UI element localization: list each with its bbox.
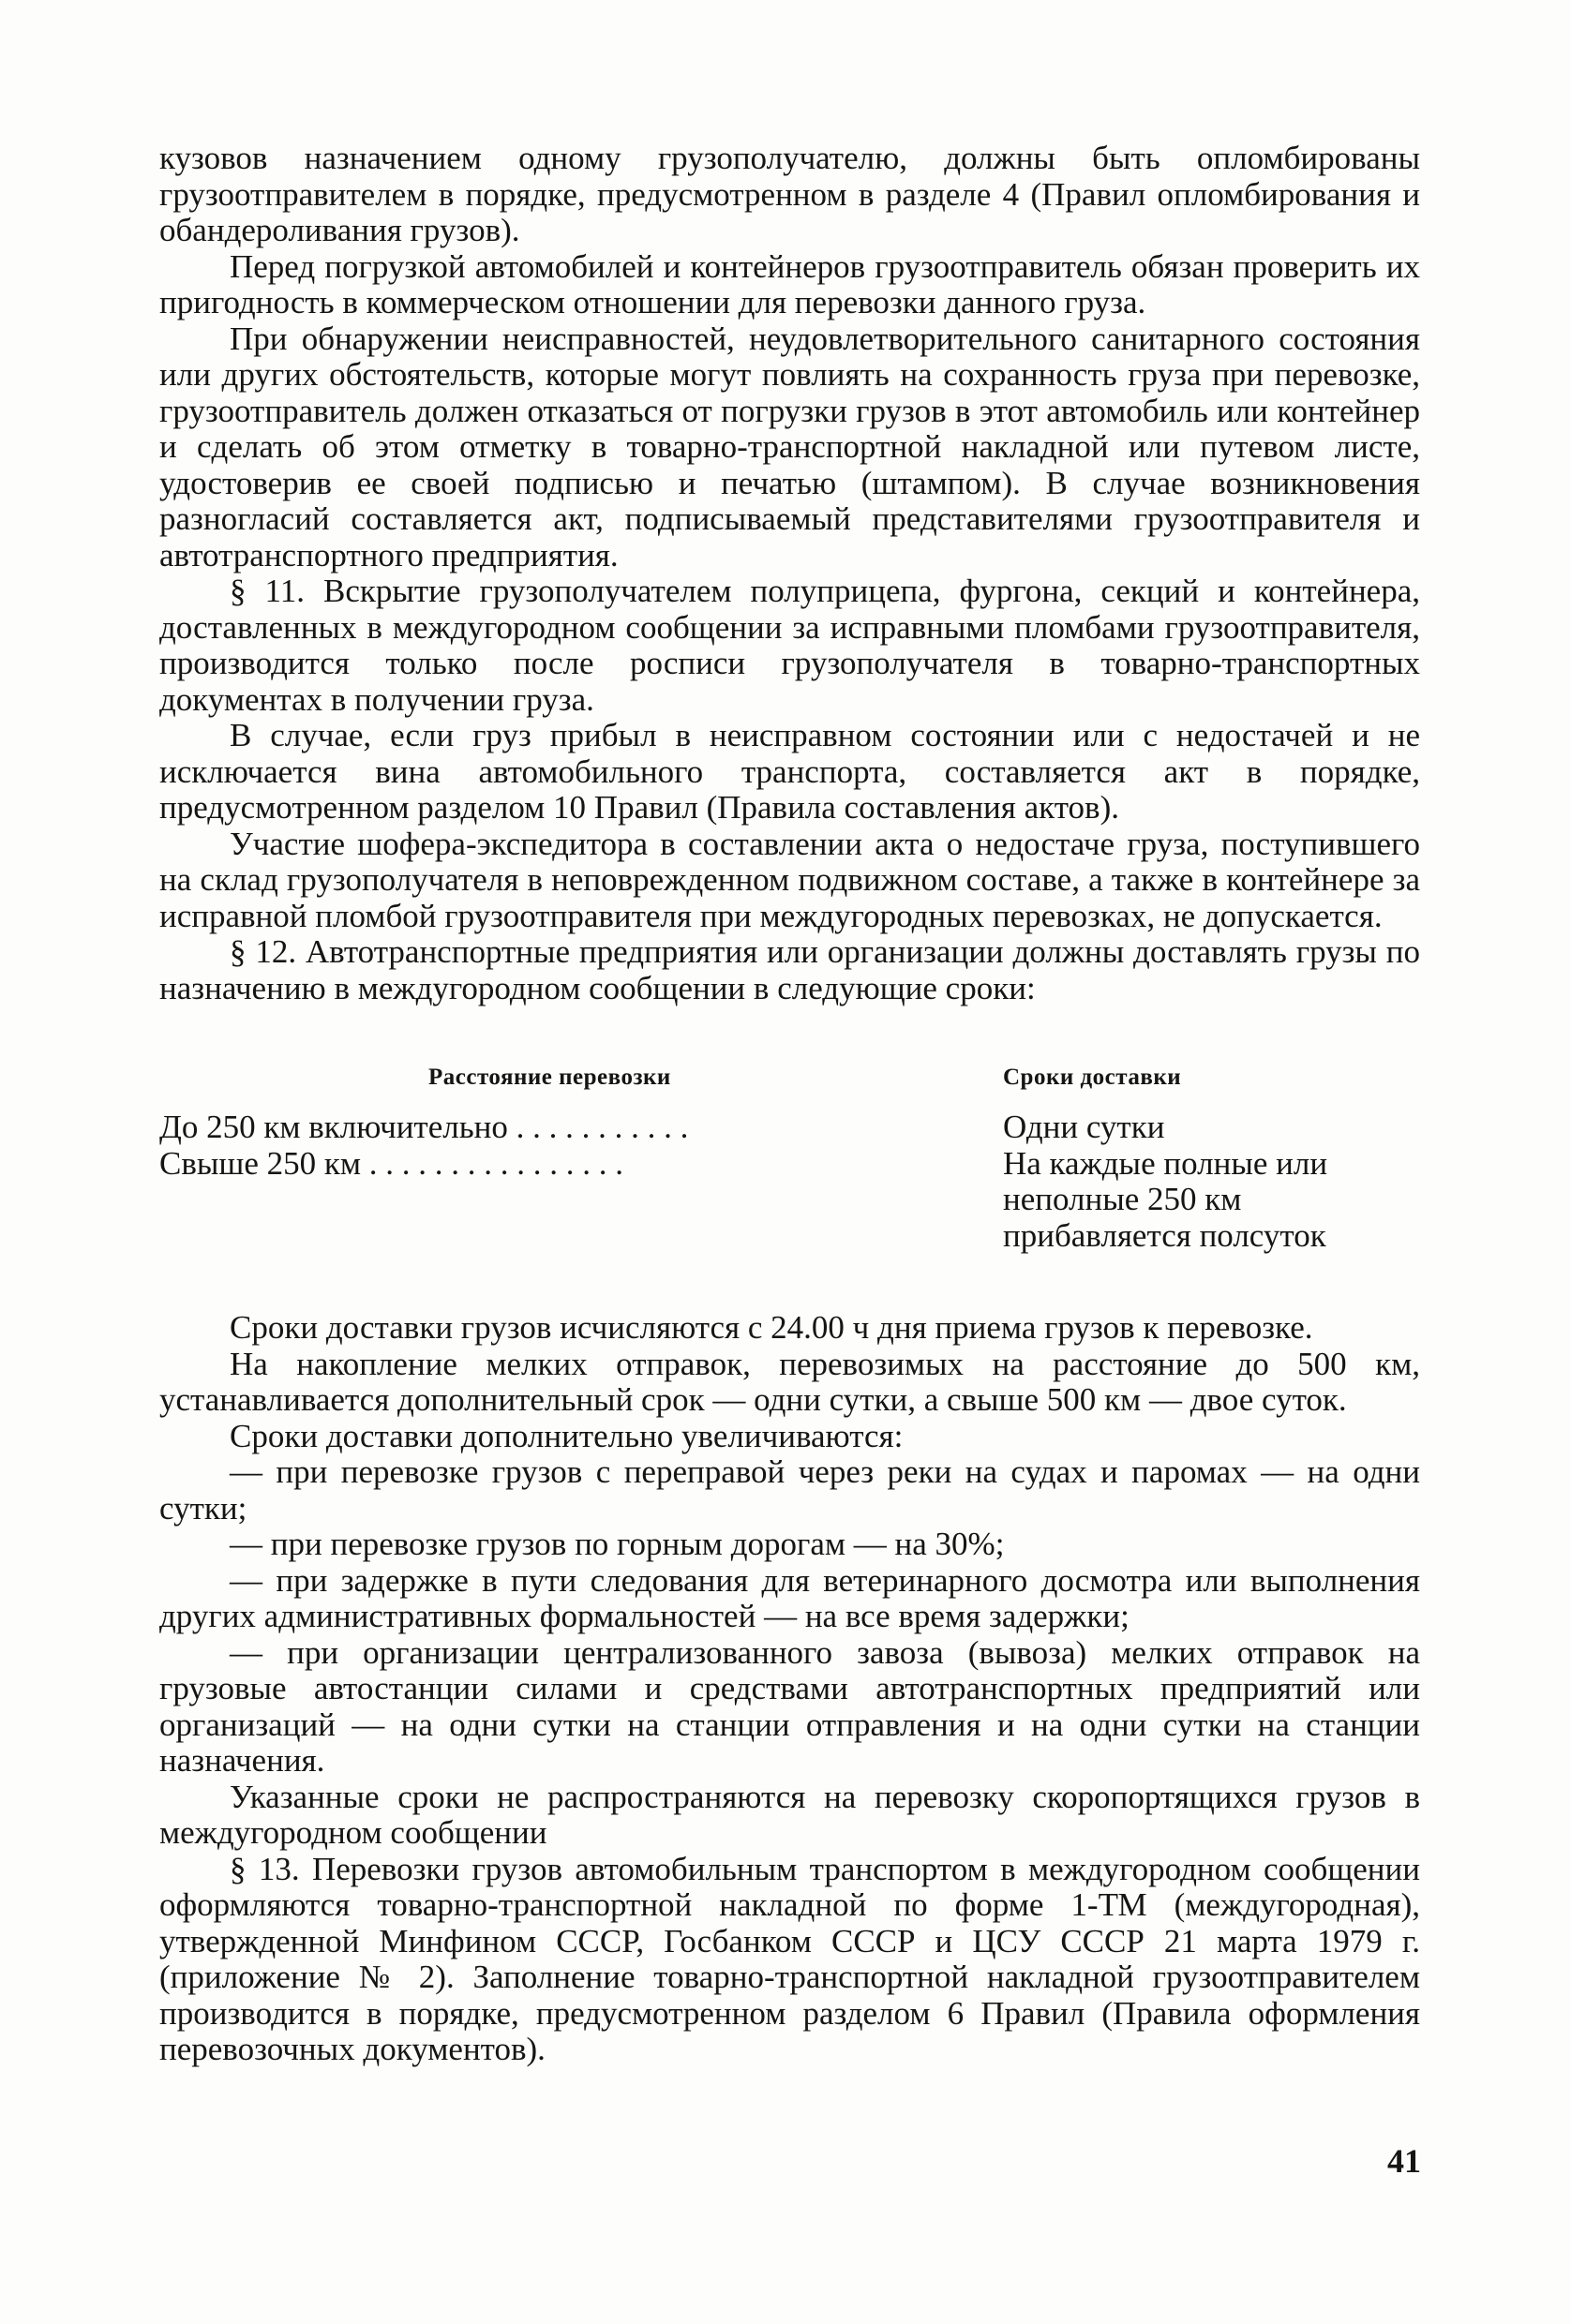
paragraph-section-12: § 12. Автотранспортные предприятия или организации должны доставлять грузы по назначению в междугородном сообщении в следующие сроки: [159, 933, 1420, 1006]
term-cell: На каждые полные или неполные 250 км прибавляется полсуток [1003, 1144, 1328, 1254]
table-row [159, 1110, 1420, 1146]
paragraph-section-11: § 11. Вскрытие грузополучателем полуприцепа, фургона, секций и контейнера, доставленных в междугородном сообщении за исправными пломбами грузоотправителя, производится только после росписи грузополучателя в товарно-транспортных документах в получении груза. [159, 573, 1420, 718]
table-header-row [159, 1046, 1420, 1091]
header-distance: Расстояние перевозки [428, 1065, 671, 1090]
dot-leaders: . . . . . . . . . . . . . . . . [361, 1145, 624, 1182]
distance-cell [159, 1110, 1003, 1146]
header-terms: Сроки доставки [1003, 1065, 1182, 1090]
table-row [159, 1146, 1420, 1255]
list-item-centralized-delivery: — при организации централизованного завоза (вывоза) мелких отправок на грузовые автостанции силами и средствами автотранспортных предприятий или организаций — на одни сутки на станции отправления и на одни сутки на станции назначения. [159, 1633, 1420, 1779]
table-body [159, 1110, 1420, 1254]
paragraph-extensions-intro: Сроки доставки дополнительно увеличиваются: [230, 1417, 904, 1454]
paragraph-calculation: Сроки доставки грузов исчисляются с 24.00 ч дня приема грузов к перевозке. [230, 1309, 1313, 1346]
text-column [159, 141, 1420, 2068]
paragraph-section-13: § 13. Перевозки грузов автомобильным транспортом в междугородном сообщении оформляются товарно-транспортной накладной по форме 1-ТМ (междугородная), утвержденной Минфином СССР, Госбанком СССР и ЦСУ СССР 21 марта 1979 г. (приложение № 2). Заполнение товарно-транспортной накладной грузоотправителем производится в порядке, предусмотренном разделом 6 Правил (Правила оформления перевозочных документов). [159, 1850, 1420, 2067]
distance-cell [159, 1146, 1003, 1255]
paragraph-small-shipments: На накопление мелких отправок, перевозимых на расстояние до 500 км, устанавливается дополнительный срок — одни сутки, а свыше 500 км — двое суток. [159, 1345, 1420, 1418]
paragraph-continuation: кузовов назначением одному грузополучателю, должны быть опломбированы грузоотправителем в порядке, предусмотренном в разделе 4 (Правил опломбирования и обандероливания грузов). [159, 140, 1420, 248]
distance-label: Свыше 250 км [159, 1145, 362, 1182]
paragraph-damaged-cargo: В случае, если груз прибыл в неисправном состоянии или с недостачей и не исключается вина автомобильного транспорта, составляется акт в порядке, предусмотренном разделом 10 Правил (Правила составления актов). [159, 717, 1420, 826]
paragraph-defects: При обнаружении неисправностей, неудовлетворительного санитарного состояния или других обстоятельств, которые могут повлиять на сохранность груза при перевозке, грузоотправитель должен отказаться от погрузки грузов в этот автомобиль или контейнер и сделать об этом отметку в товарно-транспортной накладной или путевом листе, удостоверив ее своей подписью и печатью (штампом). В случае возникновения разногласий составляется акт, подписываемый представителями грузоотправителя и автотранспортного предприятия. [159, 320, 1420, 574]
paragraph-perishables: Указанные сроки не распространяются на перевозку скоропортящихся грузов в междугородном сообщении [159, 1778, 1420, 1851]
list-item-ferry: — при перевозке грузов с переправой через реки на судах и паромах — на одни сутки; [159, 1453, 1420, 1527]
page-number: 41 [1387, 2142, 1421, 2180]
distance-label: До 250 км включительно [159, 1110, 508, 1145]
paragraph-inspection: Перед погрузкой автомобилей и контейнеров грузоотправитель обязан проверить их пригодность в коммерческом отношении для перевозки данного груза. [159, 247, 1420, 320]
term-cell: Одни сутки [1003, 1109, 1165, 1145]
list-item-inspection-delay: — при задержке в пути следования для ветеринарного досмотра или выполнения других административных формальностей — на все время задержки; [159, 1561, 1420, 1634]
list-item-mountain-roads: — при перевозке грузов по горным дорогам — на 30%; [230, 1526, 1005, 1562]
delivery-terms-table [159, 1046, 1420, 1254]
dot-leaders: . . . . . . . . . . . [507, 1110, 689, 1145]
paragraph-driver-participation: Участие шофера-экспедитора в составлении акта о недостаче груза, поступившего на склад грузополучателя в неповрежденном подвижном составе, а также в контейнере за исправной пломбой грузоотправителя при междугородных перевозках, не допускается. [159, 825, 1420, 934]
